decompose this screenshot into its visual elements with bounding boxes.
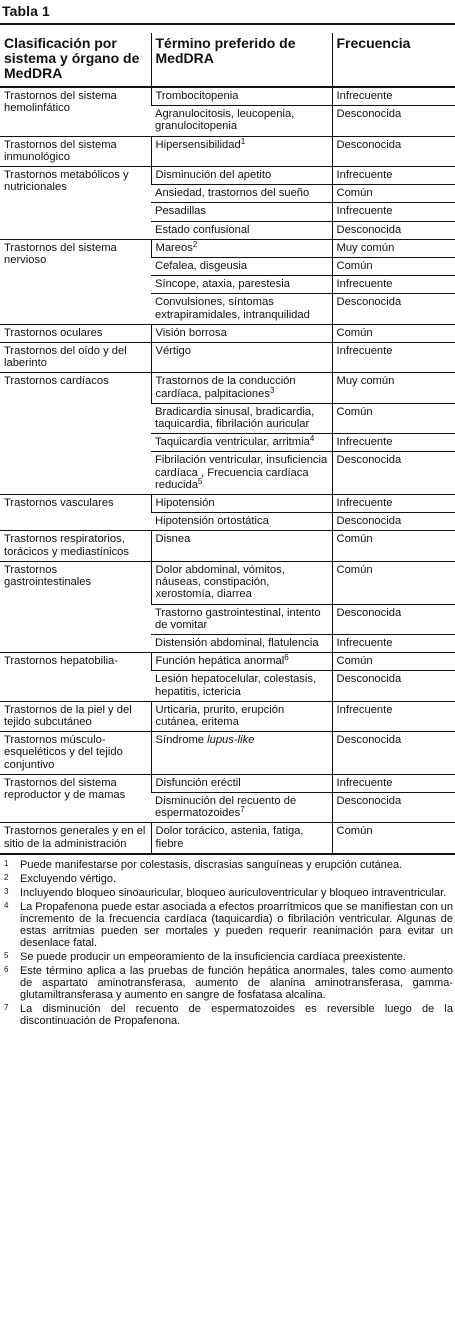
cell-frequency: Infrecuente [332, 167, 455, 185]
term-text: Síndrome lupus-like [155, 734, 255, 747]
cell-frequency: Común [332, 324, 455, 342]
cell-frequency: Común [332, 185, 455, 203]
cell-term [151, 634, 332, 652]
table-row [0, 324, 455, 342]
footnote-ref: 4 [309, 434, 315, 444]
term-text: Hipotensión ortostática [155, 515, 269, 528]
term-text: Dolor torácico, astenia, fatiga, fiebre [155, 825, 304, 850]
header-frequency: Frecuencia [332, 33, 455, 87]
footnote-text: Se puede producir un empeoramiento de la insuficiencia cardíaca preexistente. [20, 951, 406, 963]
footnote [0, 965, 453, 1001]
cell-term [151, 604, 332, 634]
table-row [0, 732, 455, 775]
cell-term [151, 221, 332, 239]
footnotes [0, 859, 453, 1029]
table-row [0, 561, 455, 604]
cell-frequency: Infrecuente [332, 87, 455, 106]
term-text: Trastorno gastrointestinal, intento de vomitar [155, 606, 321, 631]
term-text: Fibrilación ventricular, insuficiencia cardíaca , Frecuencia cardíaca reducida [155, 454, 328, 491]
footnote-ref: 3 [269, 385, 275, 395]
cell-soc: Trastornos músculo-esqueléticos y del tejido conjuntivo [0, 732, 151, 775]
cell-frequency: Infrecuente [332, 495, 455, 513]
cell-term [151, 185, 332, 203]
cell-frequency: Infrecuente [332, 774, 455, 792]
footnote-number: 4 [4, 901, 9, 910]
term-text: Convulsiones, síntomas extrapiramidales, intranquilidad [155, 296, 310, 321]
cell-term [151, 87, 332, 106]
footnote-text: Puede manifestarse por colestasis, discrasias sanguíneas y erupción cutánea. [20, 859, 403, 871]
term-text: Hipersensibilidad [155, 138, 241, 151]
cell-term [151, 294, 332, 324]
cell-frequency: Muy común [332, 239, 455, 257]
term-text: Disfunción eréctil [155, 776, 241, 789]
footnote [0, 873, 453, 885]
footnote-number: 3 [4, 887, 9, 896]
cell-frequency: Común [332, 403, 455, 433]
cell-frequency: Desconocida [332, 452, 455, 495]
cell-frequency: Infrecuente [332, 343, 455, 373]
term-text: Trombocitopenia [155, 90, 239, 102]
footnote-ref: 2 [192, 239, 198, 249]
title-rule [0, 23, 455, 25]
cell-frequency: Desconocida [332, 792, 455, 822]
cell-term [151, 531, 332, 561]
cell-frequency: Desconocida [332, 671, 455, 701]
cell-term [151, 276, 332, 294]
term-text: Hipotensión [155, 497, 215, 510]
table-row [0, 239, 455, 257]
cell-soc: Trastornos hepatobilia- [0, 653, 151, 702]
cell-term [151, 823, 332, 854]
cell-frequency: Común [332, 258, 455, 276]
term-text: Distensión abdominal, flatulencia [155, 636, 319, 649]
footnote [0, 951, 453, 963]
cell-frequency: Desconocida [332, 513, 455, 531]
cell-soc: Trastornos respiratorios, torácicos y mediastínicos [0, 531, 151, 561]
term-emphasis: lupus-like [207, 734, 255, 747]
term-text: Urticaria, prurito, erupción cutánea, eritema [155, 703, 285, 728]
adverse-reactions-table [0, 33, 455, 855]
term-text: Taquicardia ventricular, arritmia [155, 436, 310, 449]
cell-frequency: Infrecuente [332, 701, 455, 731]
cell-soc: Trastornos del sistema inmunológico [0, 136, 151, 166]
cell-frequency: Común [332, 823, 455, 854]
cell-soc: Trastornos generales y en el sitio de la administración [0, 823, 151, 854]
term-text: Disminución del apetito [155, 169, 272, 182]
footnote [0, 1003, 453, 1027]
cell-frequency: Desconocida [332, 732, 455, 775]
table-row [0, 495, 455, 513]
cell-frequency: Común [332, 531, 455, 561]
cell-term [151, 324, 332, 342]
footnote [0, 887, 453, 899]
term-text: Dolor abdominal, vómitos, náuseas, constipación, xerostomía, diarrea [155, 563, 285, 601]
footnote-number: 5 [4, 951, 9, 960]
term-text: Lesión hepatocelular, colestasis, hepatitis, ictericia [155, 673, 317, 698]
cell-term [151, 513, 332, 531]
cell-term [151, 167, 332, 185]
footnote-number: 7 [4, 1003, 9, 1012]
cell-frequency: Común [332, 653, 455, 671]
table-row [0, 87, 455, 106]
footnote-text: La disminución del recuento de espermatozoides es reversible luego de la discontinuación de Propafenona. [20, 1003, 453, 1027]
table-row [0, 373, 455, 403]
cell-frequency: Infrecuente [332, 276, 455, 294]
footnote-ref: 5 [197, 476, 203, 486]
footnote-text: Este término aplica a las pruebas de función hepática anormales, tales como aumento de aspartato aminotransferasa, aumento de alanina aminotransferasa, gamma-glutamiltransferasa y aumento en sangre de fosfatasa alcalina. [20, 965, 453, 1001]
cell-frequency: Desconocida [332, 136, 455, 166]
cell-soc: Trastornos oculares [0, 324, 151, 342]
cell-frequency: Desconocida [332, 106, 455, 136]
cell-frequency: Desconocida [332, 294, 455, 324]
cell-frequency: Infrecuente [332, 203, 455, 221]
cell-soc: Trastornos del sistema reproductor y de mamas [0, 774, 151, 823]
cell-term [151, 343, 332, 373]
cell-frequency: Infrecuente [332, 434, 455, 452]
footnote [0, 901, 453, 949]
term-text: Síncope, ataxia, parestesia [155, 278, 290, 291]
table-row [0, 701, 455, 731]
cell-term [151, 203, 332, 221]
term-text: Vértigo [155, 345, 191, 358]
cell-term [151, 792, 332, 822]
term-text: Mareos [155, 241, 193, 254]
footnote-text: Incluyendo bloqueo sinoauricular, bloqueo auriculoventricular y bloqueo intraventricular. [20, 887, 447, 899]
cell-term [151, 258, 332, 276]
term-text: Pesadillas [155, 205, 206, 218]
cell-frequency: Desconocida [332, 221, 455, 239]
cell-soc: Trastornos cardíacos [0, 373, 151, 495]
table-row [0, 531, 455, 561]
term-text: Agranulocitosis, leucopenia, granulocitopenia [155, 108, 295, 133]
term-text: Disnea [155, 533, 191, 546]
footnote-text: Excluyendo vértigo. [20, 873, 116, 885]
term-text: Ansiedad, trastornos del sueño [155, 187, 310, 200]
table-row [0, 823, 455, 854]
term-text: Función hepática anormal [155, 655, 285, 668]
cell-term [151, 434, 332, 452]
footnote-ref: 7 [240, 805, 245, 815]
cell-term [151, 106, 332, 136]
footnote-number: 2 [4, 873, 9, 882]
table-body [0, 87, 455, 854]
cell-soc: Trastornos del oído y del laberinto [0, 343, 151, 373]
cell-term [151, 671, 332, 701]
header-soc: Clasificación por sistema y órgano de MedDRA [0, 33, 151, 87]
table-title: Tabla 1 [2, 3, 50, 19]
cell-term [151, 373, 332, 403]
cell-frequency: Común [332, 561, 455, 604]
table-row [0, 136, 455, 166]
cell-soc: Trastornos metabólicos y nutricionales [0, 167, 151, 240]
cell-term [151, 774, 332, 792]
cell-soc: Trastornos del sistema hemolinfático [4, 90, 117, 115]
cell-term [151, 239, 332, 257]
term-text: Estado confusional [155, 223, 250, 236]
term-text: Bradicardia sinusal, bradicardia, taquicardia, fibrilación auricular [155, 405, 315, 431]
footnote-text: La Propafenona puede estar asociada a efectos proarrítmicos que se manifiestan con un incremento de la frecuencia cardíaca (taquicardia) o fibrilación ventricular. Algunas de estas arritmias pueden ser mortales y pueden requerir reanimación para evitar un desenlace fatal. [20, 901, 453, 949]
footnote-ref: 1 [240, 136, 246, 146]
table-row [0, 774, 455, 792]
cell-soc: Trastornos de la piel y del tejido subcutáneo [0, 701, 151, 731]
cell-term [151, 452, 332, 495]
table-header-row [0, 33, 455, 87]
cell-frequency: Desconocida [332, 604, 455, 634]
cell-soc: Trastornos del sistema nervioso [0, 239, 151, 324]
cell-term [151, 701, 332, 731]
cell-term [151, 561, 332, 604]
cell-soc: Trastornos vasculares [0, 495, 151, 531]
cell-frequency: Muy común [332, 373, 455, 403]
term-text: Disminución del recuento de espermatozoides [155, 794, 297, 820]
footnote-number: 6 [4, 965, 9, 974]
header-term: Término preferido de MedDRA [151, 33, 332, 87]
cell-soc: Trastornos gastrointestinales [0, 561, 151, 652]
term-text: Cefalea, disgeusia [155, 260, 248, 273]
table-row [0, 343, 455, 373]
table-row [0, 167, 455, 185]
cell-term [151, 653, 332, 671]
term-text: Trastornos de la conducción cardíaca, palpitaciones [155, 375, 296, 400]
cell-term [151, 136, 332, 166]
table-row [0, 653, 455, 671]
cell-term [151, 403, 332, 433]
cell-frequency: Infrecuente [332, 634, 455, 652]
term-text: Visión borrosa [155, 326, 227, 339]
cell-term [151, 732, 332, 775]
footnote [0, 859, 453, 871]
footnote-ref: 6 [284, 653, 289, 663]
footnote-number: 1 [4, 859, 9, 868]
cell-term [151, 495, 332, 513]
